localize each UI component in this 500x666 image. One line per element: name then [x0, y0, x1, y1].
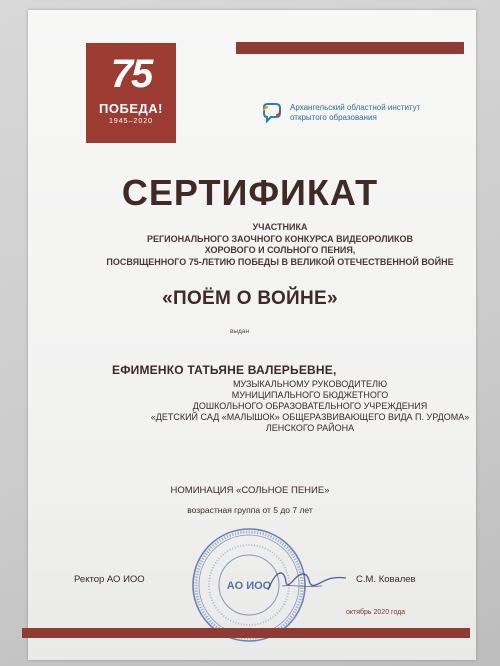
certificate-subtitle [90, 222, 470, 268]
signer-name: С.М. Ковалев [356, 574, 416, 585]
victory-75-logo [86, 43, 176, 143]
position-line: «ДЕТСКИЙ САД «МАЛЫШОК» ОБЩЕРАЗВИВАЮЩЕГО ВИДА П. УРДОМА» [150, 412, 470, 422]
contest-name: «ПОЁМ О ВОЙНЕ» [162, 288, 338, 309]
subtitle-line: ПОСВЯЩЕННОГО 75-ЛЕТИЮ ПОБЕДЫ В ВЕЛИКОЙ ОТЕЧЕСТВЕННОЙ ВОЙНЕ [106, 256, 454, 267]
position-line: МУНИЦИПАЛЬНОГО БЮДЖЕТНОГО [231, 390, 389, 400]
subtitle-line: РЕГИОНАЛЬНОГО ЗАОЧНОГО КОНКУРСА ВИДЕОРОЛИКОВ [147, 233, 413, 244]
institute-name-line2: открытого образования [290, 113, 377, 122]
issued-label: выдан [230, 328, 250, 335]
institute-header [260, 101, 460, 125]
rector-label: Ректор АО ИОО [74, 574, 145, 585]
age-group: возрастная группа от 5 до 7 лет [187, 505, 313, 515]
top-decorative-stripe [236, 42, 464, 54]
recipient-name: ЕФИМЕНКО ТАТЬЯНЕ ВАЛЕРЬЕВНЕ, [112, 363, 337, 377]
position-line: МУЗЫКАЛЬНОМУ РУКОВОДИТЕЛЮ [232, 379, 388, 389]
subtitle-line: ХОРОВОГО И СОЛЬНОГО ПЕНИЯ, [204, 245, 356, 255]
logo-years: 1945–2020 [108, 118, 154, 125]
issue-date: октябрь 2020 года [346, 609, 406, 616]
stamp-text: АО ИОО [226, 580, 272, 592]
position-line: ЛЕНСКОГО РАЙОНА [265, 423, 355, 433]
bottom-decorative-stripe [22, 628, 470, 638]
handwritten-signature [262, 560, 352, 600]
speech-bubble-logo-icon [260, 101, 284, 125]
institute-name [290, 103, 420, 123]
institute-name-line1: Архангельский областной институт [290, 103, 421, 112]
recipient-position [150, 379, 470, 434]
subtitle-line: УЧАСТНИКА [252, 222, 308, 232]
nomination: НОМИНАЦИЯ «СОЛЬНОЕ ПЕНИЕ» [170, 485, 330, 496]
logo-number: 75 [110, 52, 152, 96]
logo-word: ПОБЕДА! [99, 101, 163, 116]
position-line: ДОШКОЛЬНОГО ОБРАЗОВАТЕЛЬНОГО УЧРЕЖДЕНИЯ [192, 401, 428, 411]
certificate-title: СЕРТИФИКАТ [121, 172, 379, 213]
